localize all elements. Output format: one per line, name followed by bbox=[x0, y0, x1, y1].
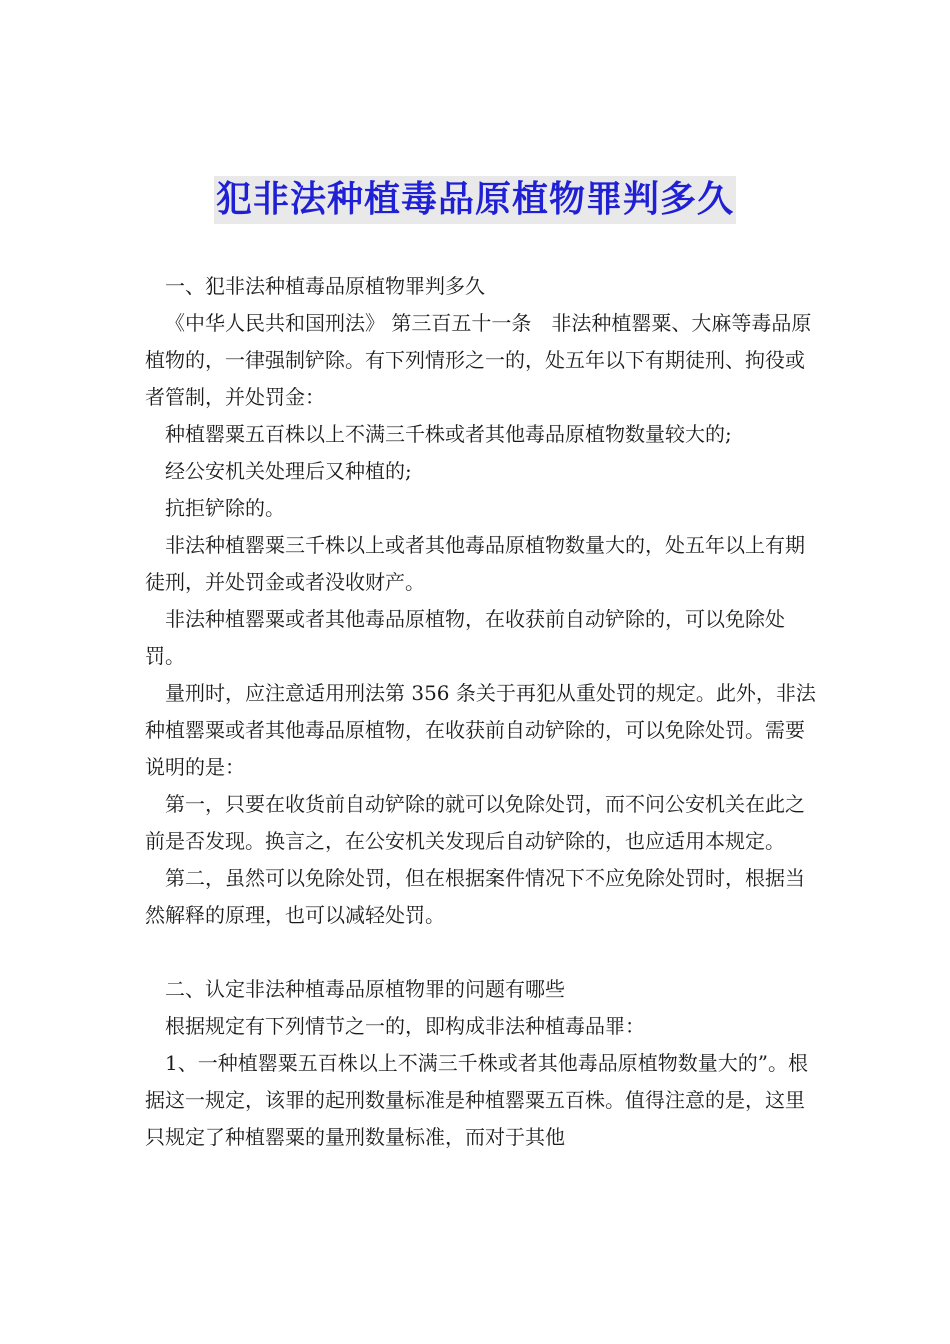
document-title: 犯非法种植毒品原植物罪判多久 bbox=[214, 176, 736, 224]
section-1-paragraph: 量刑时，应注意适用刑法第 356 条关于再犯从重处罚的规定。此外，非法种植罂粟或者其他毒品原植物，在收获前自动铲除的，可以免除处罚。需要说明的是： bbox=[145, 681, 816, 779]
section-2-paragraph: 1、一种植罂粟五百株以上不满三千株或者其他毒品原植物数量大的”。根据这一规定，该罪的起刑数量标准是种植罂粟五百株。值得注意的是，这里只规定了种植罂粟的量刑数量标准，而对于其他 bbox=[145, 1051, 808, 1149]
title-container bbox=[0, 176, 950, 224]
section-1-paragraph: 第一，只要在收货前自动铲除的就可以免除处罚，而不问公安机关在此之前是否发现。换言之，在公安机关发现后自动铲除的，也应适用本规定。 bbox=[145, 792, 805, 853]
section-1-paragraph: 经公安机关处理后又种植的; bbox=[165, 459, 412, 483]
document-body bbox=[145, 268, 817, 1156]
section-spacer bbox=[145, 934, 817, 971]
section-1-paragraph: 抗拒铲除的。 bbox=[165, 496, 285, 520]
section-1-heading: 一、犯非法种植毒品原植物罪判多久 bbox=[165, 274, 485, 298]
section-2-heading: 二、认定非法种植毒品原植物罪的问题有哪些 bbox=[165, 977, 565, 1001]
section-1-paragraph: 种植罂粟五百株以上不满三千株或者其他毒品原植物数量较大的; bbox=[165, 422, 732, 446]
section-1-paragraph: 《中华人民共和国刑法》 第三百五十一条 非法种植罂粟、大麻等毒品原植物的，一律强制铲除。有下列情形之一的，处五年以下有期徒刑、拘役或者管制，并处罚金： bbox=[145, 311, 812, 409]
section-2-paragraph: 根据规定有下列情节之一的，即构成非法种植毒品罪： bbox=[165, 1014, 645, 1038]
section-1-paragraph: 非法种植罂粟三千株以上或者其他毒品原植物数量大的，处五年以上有期徒刑，并处罚金或者没收财产。 bbox=[145, 533, 805, 594]
section-1-paragraph: 非法种植罂粟或者其他毒品原植物，在收获前自动铲除的，可以免除处罚。 bbox=[145, 607, 785, 668]
section-1-paragraph: 第二，虽然可以免除处罚，但在根据案件情况下不应免除处罚时，根据当然解释的原理，也可以减轻处罚。 bbox=[145, 866, 805, 927]
